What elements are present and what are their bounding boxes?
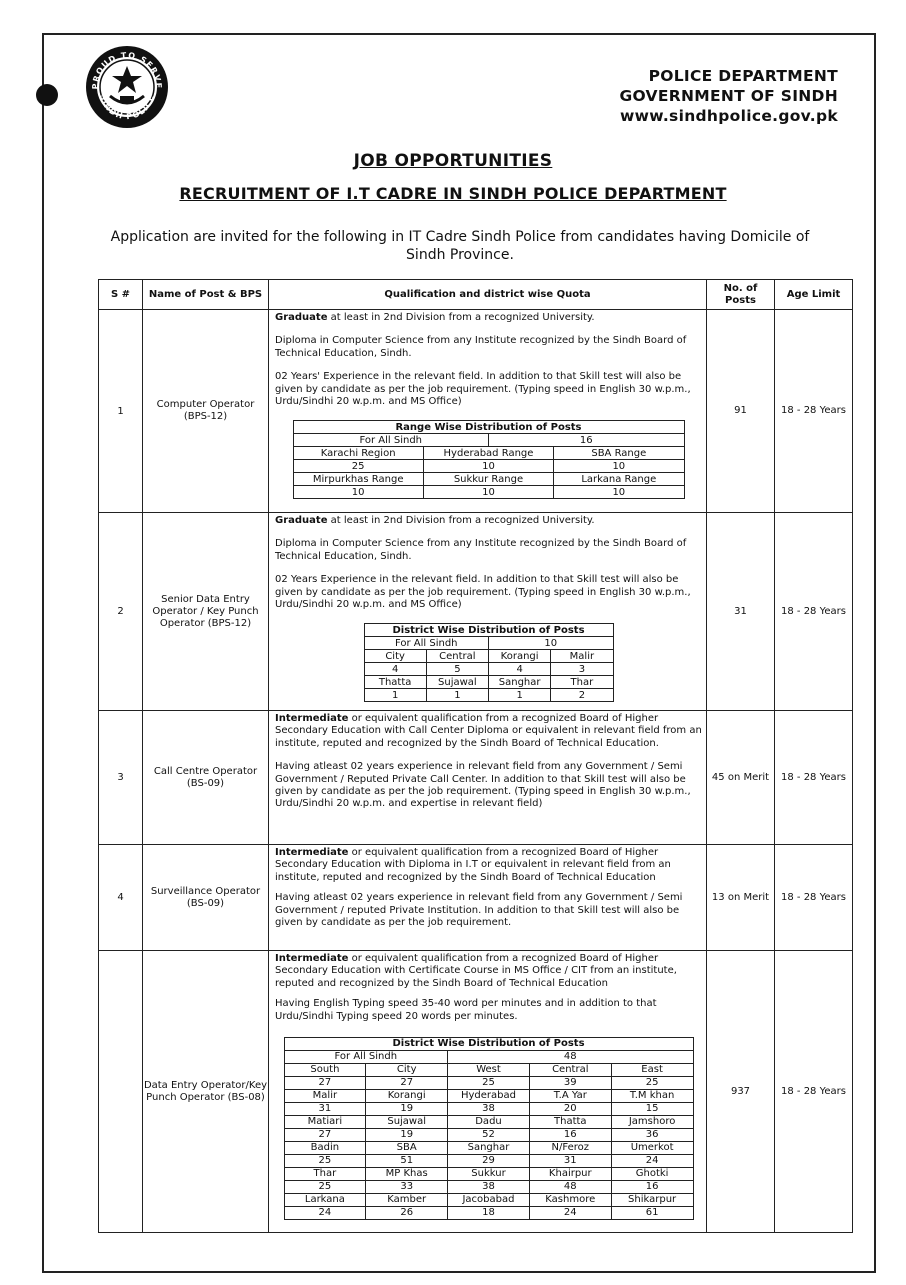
dist-label: Malir xyxy=(551,650,613,663)
page-title: JOB OPPORTUNITIES xyxy=(353,151,553,171)
dist-label: City xyxy=(366,1064,448,1077)
header-sn: S # xyxy=(99,280,143,310)
qual-para2: Having English Typing speed 35-40 word per minutes and in addition to that Urdu/Sindhi Typing speed 20 words per minutes. xyxy=(275,998,657,1022)
cell-qualification xyxy=(269,711,707,845)
dist-title: District Wise Distribution of Posts xyxy=(284,1038,693,1051)
dist-label: Mirpurkhas Range xyxy=(293,473,423,486)
dist-value: 61 xyxy=(611,1207,693,1220)
dist-label: Hyderabad Range xyxy=(423,447,553,460)
dist-label: Sanghar xyxy=(448,1142,530,1155)
dist-label: Dadu xyxy=(448,1116,530,1129)
dist-all-value: 48 xyxy=(448,1051,693,1064)
dist-label: Kashmore xyxy=(529,1194,611,1207)
dist-label: Kamber xyxy=(366,1194,448,1207)
dist-label: Karachi Region xyxy=(293,447,423,460)
dist-value: 27 xyxy=(284,1077,366,1090)
cell-post-name: Senior Data Entry Operator / Key Punch Operator (BPS-12) xyxy=(143,513,269,711)
dist-label: N/Feroz xyxy=(529,1142,611,1155)
sindh-police-logo xyxy=(84,44,170,130)
cell-age: 18 - 28 Years xyxy=(775,845,853,951)
dist-value: 19 xyxy=(366,1129,448,1142)
dist-value: 31 xyxy=(529,1155,611,1168)
qual-text: or equivalent qualification from a recognized Board of Higher Secondary Education with Certificate Course in MS Office / CIT from an institute, reputed and recognized by the Sindh Board of Technical Education xyxy=(275,953,677,989)
dist-value: 16 xyxy=(611,1181,693,1194)
qual-bold: Graduate xyxy=(275,312,328,323)
qual-text: at least in 2nd Division from a recognized University. xyxy=(327,312,595,323)
dist-label: West xyxy=(448,1064,530,1077)
dist-label: Sanghar xyxy=(489,676,551,689)
dist-value: 25 xyxy=(284,1155,366,1168)
dist-value: 33 xyxy=(366,1181,448,1194)
range-distribution-table xyxy=(293,420,685,499)
dist-value: 2 xyxy=(551,689,613,702)
dist-value: 24 xyxy=(611,1155,693,1168)
dist-label: Sukkur Range xyxy=(423,473,553,486)
dist-value: 29 xyxy=(448,1155,530,1168)
dist-value: 25 xyxy=(611,1077,693,1090)
dist-all-value: 16 xyxy=(488,434,684,447)
intro-line2: Sindh Province. xyxy=(406,247,514,263)
dist-all-label: For All Sindh xyxy=(293,434,488,447)
dist-value: 52 xyxy=(448,1129,530,1142)
cell-qualification xyxy=(269,513,707,711)
intro-text xyxy=(70,228,850,264)
dist-value: 18 xyxy=(448,1207,530,1220)
dist-title: District Wise Distribution of Posts xyxy=(364,624,613,637)
dist-value: 10 xyxy=(423,486,553,499)
dist-value: 36 xyxy=(611,1129,693,1142)
cell-post-name: Computer Operator (BPS-12) xyxy=(143,310,269,513)
dist-value: 24 xyxy=(529,1207,611,1220)
dist-value: 51 xyxy=(366,1155,448,1168)
punch-hole xyxy=(36,84,58,106)
header-age: Age Limit xyxy=(775,280,853,310)
dist-value: 5 xyxy=(426,663,488,676)
dist-value: 25 xyxy=(448,1077,530,1090)
dist-value: 31 xyxy=(284,1103,366,1116)
table-row xyxy=(99,513,853,711)
cell-sn: 2 xyxy=(99,513,143,711)
cell-post-name: Surveillance Operator (BS-09) xyxy=(143,845,269,951)
qual-para2: Having atleast 02 years experience in relevant field from any Government / Semi Government / Reputed Private Call Center. In addition to that Skill test will also be given by candidate as per the job requirement. (Typing speed in English 30 w.p.m., Urdu/Sindhi 20 w.p.m. and expertise in relevant field) xyxy=(275,761,691,810)
dist-value: 10 xyxy=(293,486,423,499)
dist-label: Larkana Range xyxy=(554,473,684,486)
cell-posts: 13 on Merit xyxy=(707,845,775,951)
dist-value: 26 xyxy=(366,1207,448,1220)
dist-label: T.M khan xyxy=(611,1090,693,1103)
dist-label: SBA Range xyxy=(554,447,684,460)
qual-para2: Diploma in Computer Science from any Institute recognized by the Sindh Board of Technical Education, Sindh. xyxy=(275,335,687,359)
cell-posts: 45 on Merit xyxy=(707,711,775,845)
qual-text: at least in 2nd Division from a recognized University. xyxy=(327,515,595,526)
dist-label: Malir xyxy=(284,1090,366,1103)
dist-label: Ghotki xyxy=(611,1168,693,1181)
dist-value: 20 xyxy=(529,1103,611,1116)
dist-value: 16 xyxy=(529,1129,611,1142)
dist-value: 24 xyxy=(284,1207,366,1220)
dist-label: South xyxy=(284,1064,366,1077)
dist-label: Umerkot xyxy=(611,1142,693,1155)
dist-all-value: 10 xyxy=(489,637,614,650)
dist-label: Shikarpur xyxy=(611,1194,693,1207)
dist-value: 10 xyxy=(423,460,553,473)
dist-label: City xyxy=(364,650,426,663)
dist-label: Thar xyxy=(284,1168,366,1181)
dist-label: Sujawal xyxy=(426,676,488,689)
dist-value: 3 xyxy=(551,663,613,676)
dist-label: Sukkur xyxy=(448,1168,530,1181)
intro-line1: Application are invited for the following in IT Cadre Sindh Police from candidates having Domicile of xyxy=(110,229,810,245)
dist-label: SBA xyxy=(366,1142,448,1155)
dist-value: 38 xyxy=(448,1181,530,1194)
website: www.sindhpolice.gov.pk xyxy=(620,107,838,125)
page-subtitle: RECRUITMENT OF I.T CADRE IN SINDH POLICE DEPARTMENT xyxy=(179,184,727,203)
qual-bold: Intermediate xyxy=(275,953,349,964)
district-distribution-table xyxy=(364,623,614,702)
dist-label: Central xyxy=(529,1064,611,1077)
table-row xyxy=(99,310,853,513)
cell-qualification xyxy=(269,845,707,951)
dist-label: Hyderabad xyxy=(448,1090,530,1103)
dist-all-label: For All Sindh xyxy=(284,1051,448,1064)
qual-bold: Intermediate xyxy=(275,713,349,724)
dist-value: 1 xyxy=(364,689,426,702)
svg-text:PROUD TO SERVE: PROUD TO SERVE xyxy=(90,50,164,90)
dist-value: 27 xyxy=(366,1077,448,1090)
dist-label: Thar xyxy=(551,676,613,689)
qual-text: or equivalent qualification from a recognized Board of Higher Secondary Education with Diploma in I.T or equivalent in relevant field from an institute, reputed and recognized by the Sindh Board of Technical Education xyxy=(275,847,671,883)
dist-all-label: For All Sindh xyxy=(364,637,489,650)
dist-label: Matiari xyxy=(284,1116,366,1129)
dist-value: 4 xyxy=(364,663,426,676)
dist-label: Thatta xyxy=(364,676,426,689)
header-name: Name of Post & BPS xyxy=(143,280,269,310)
dist-title: Range Wise Distribution of Posts xyxy=(293,421,684,434)
qual-bold: Graduate xyxy=(275,515,328,526)
dist-label: Khairpur xyxy=(529,1168,611,1181)
cell-age: 18 - 28 Years xyxy=(775,951,853,1233)
cell-age: 18 - 28 Years xyxy=(775,711,853,845)
dist-label: MP Khas xyxy=(366,1168,448,1181)
dist-value: 10 xyxy=(554,486,684,499)
dist-label: Central xyxy=(426,650,488,663)
dept-line2: GOVERNMENT OF SINDH xyxy=(619,87,838,105)
qual-text: or equivalent qualification from a recognized Board of Higher Secondary Education with Call Center Diploma or equivalent in relevant field from an institute, reputed and recognized by the Sindh Board of Technical Education. xyxy=(275,713,702,749)
cell-post-name: Data Entry Operator/Key Punch Operator (BS-08) xyxy=(143,951,269,1233)
department-block xyxy=(619,66,838,126)
dist-value: 27 xyxy=(284,1129,366,1142)
dept-line1: POLICE DEPARTMENT xyxy=(648,67,838,85)
dist-value: 48 xyxy=(529,1181,611,1194)
table-row xyxy=(99,951,853,1233)
cell-sn: 4 xyxy=(99,845,143,951)
dist-value: 38 xyxy=(448,1103,530,1116)
dist-value: 10 xyxy=(554,460,684,473)
cell-sn: 1 xyxy=(99,310,143,513)
dist-value: 39 xyxy=(529,1077,611,1090)
dist-label: Badin xyxy=(284,1142,366,1155)
cell-age: 18 - 28 Years xyxy=(775,310,853,513)
dist-value: 1 xyxy=(426,689,488,702)
svg-text:SINDH POLICE: SINDH POLICE xyxy=(98,93,156,122)
district-grid xyxy=(284,1064,693,1220)
qual-para2: Having atleast 02 years experience in relevant field from any Government / Semi Government / reputed Private Institution. In addition to that Skill test will also be given by candidate as per the job requirement. xyxy=(275,892,683,929)
dist-label: Sujawal xyxy=(366,1116,448,1129)
dist-label: Thatta xyxy=(529,1116,611,1129)
dist-label: East xyxy=(611,1064,693,1077)
dist-value: 25 xyxy=(284,1181,366,1194)
cell-posts: 31 xyxy=(707,513,775,711)
qual-para3: 02 Years' Experience in the relevant field. In addition to that Skill test will also be given by candidate as per the job requirement. (Typing speed in English 30 w.p.m., Urdu/Sindhi 20 w.p.m. and MS Office) xyxy=(275,371,691,408)
dist-label: Korangi xyxy=(489,650,551,663)
dist-value: 15 xyxy=(611,1103,693,1116)
dist-label: Larkana xyxy=(284,1194,366,1207)
dist-label: Korangi xyxy=(366,1090,448,1103)
cell-posts: 937 xyxy=(707,951,775,1233)
cell-posts: 91 xyxy=(707,310,775,513)
dist-label: T.A Yar xyxy=(529,1090,611,1103)
job-table xyxy=(98,279,853,1233)
dist-value: 25 xyxy=(293,460,423,473)
table-row xyxy=(99,845,853,951)
cell-qualification xyxy=(269,951,707,1233)
header-qual: Qualification and district wise Quota xyxy=(269,280,707,310)
cell-post-name: Call Centre Operator (BS-09) xyxy=(143,711,269,845)
qual-para2: Diploma in Computer Science from any Institute recognized by the Sindh Board of Technical Education, Sindh. xyxy=(275,538,687,562)
cell-sn xyxy=(99,951,143,1233)
dist-label: Jamshoro xyxy=(611,1116,693,1129)
dist-value: 1 xyxy=(489,689,551,702)
cell-qualification xyxy=(269,310,707,513)
cell-age: 18 - 28 Years xyxy=(775,513,853,711)
header-posts: No. of Posts xyxy=(707,280,775,310)
qual-bold: Intermediate xyxy=(275,847,349,858)
cell-sn: 3 xyxy=(99,711,143,845)
qual-para3: 02 Years Experience in the relevant field. In addition to that Skill test will also be given by candidate as per the job requirement. (Typing speed in English 30 w.p.m., Urdu/Sindhi 20 w.p.m. and MS Office) xyxy=(275,574,691,611)
table-row xyxy=(99,711,853,845)
district-distribution-table xyxy=(284,1037,694,1220)
dist-label: Jacobabad xyxy=(448,1194,530,1207)
dist-value: 4 xyxy=(489,663,551,676)
dist-value: 19 xyxy=(366,1103,448,1116)
